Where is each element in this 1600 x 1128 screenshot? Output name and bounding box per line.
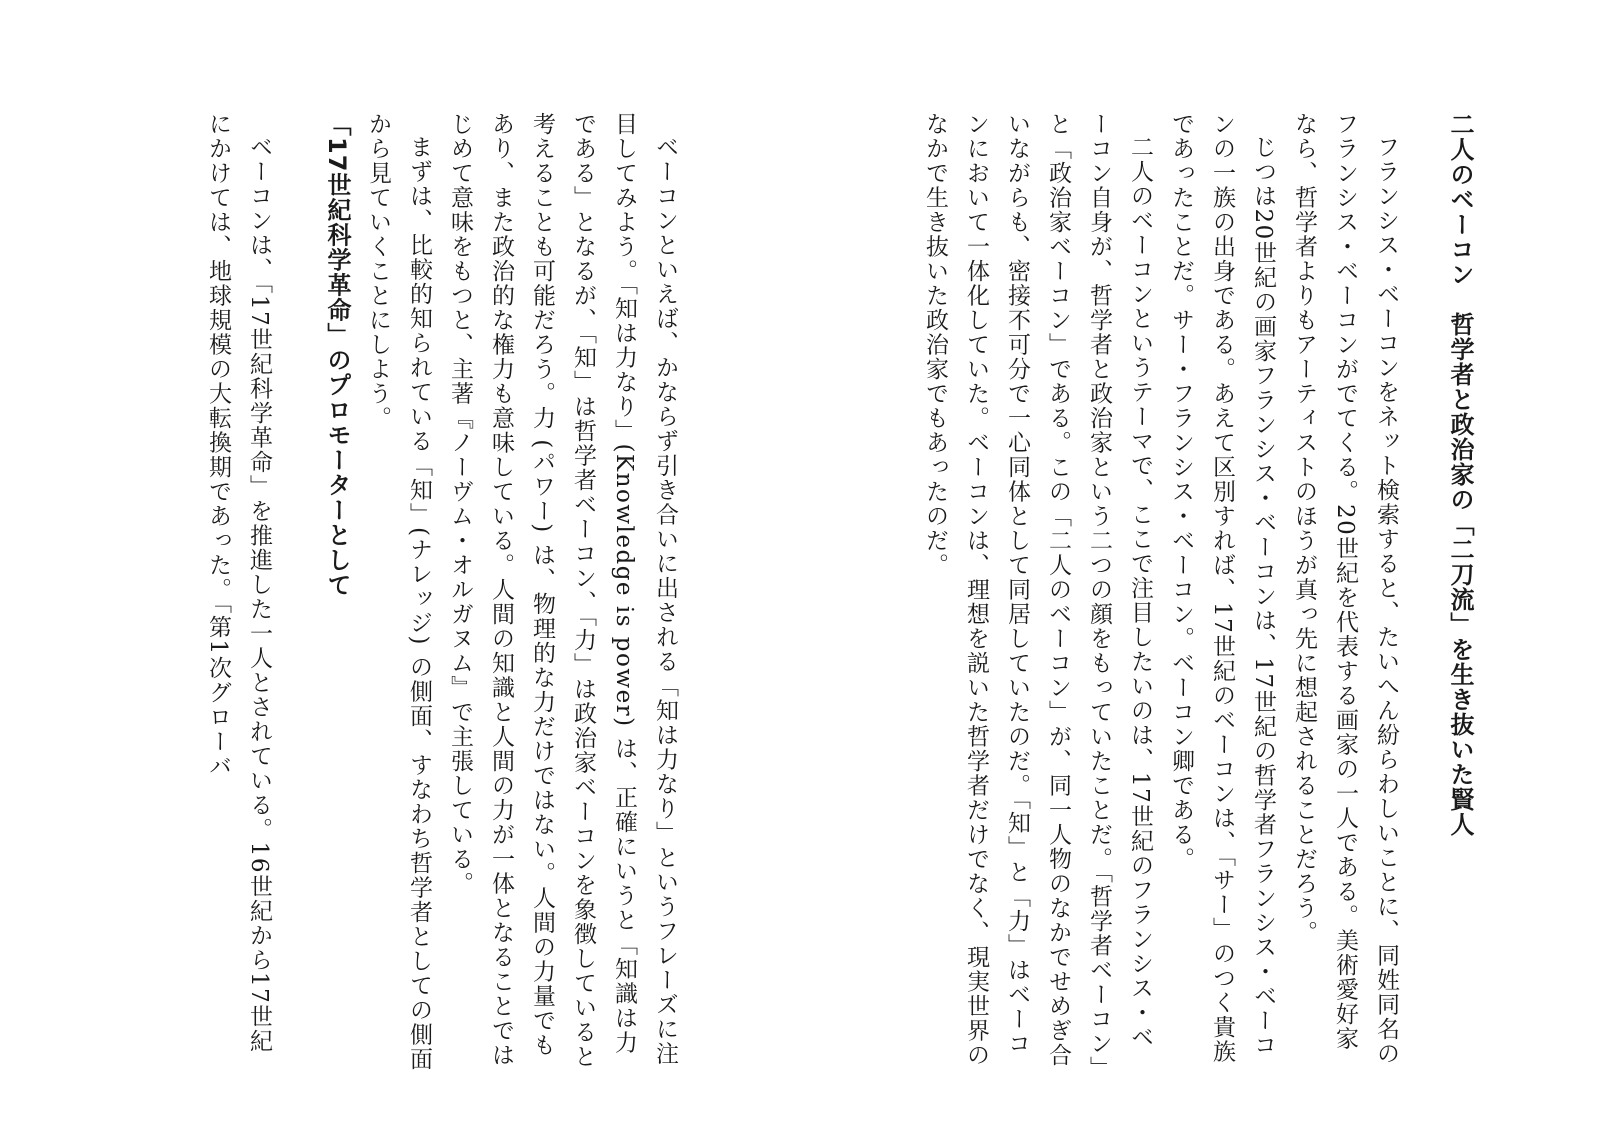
paragraph: ベーコンは、「17世紀科学革命」を推進した一人とされている。16世紀から17世紀にかけては、地球規模の大転換期であった。「第1次グローバ <box>205 112 272 1054</box>
paragraph: フランシス・ベーコンをネット検索すると、たいへん紛らわしいことに、同姓同名のフランシス・ベーコンがでてくる。20世紀を代表する画家の一人である。美術愛好家なら、哲学者よりもアーティストのほうが真っ先に想起されることだろう。 <box>1291 112 1399 1066</box>
chapter-heading: 二人のベーコン 哲学者と政治家の「二刀流」を生き抜いた賢人 <box>1446 112 1474 837</box>
right-page <box>922 112 1480 1072</box>
paragraph: じつは20世紀の画家フランシス・ベーコンは、17世紀の哲学者フランシス・ベーコンの一族の出身である。あえて区別すれば、17世紀のベーコンは、「サー」のつく貴族であったことだ。サー・フランシス・ベーコン。ベーコン卿である。 <box>1168 112 1276 1064</box>
section-heading: 「17世紀科学革命」のプロモーターとして <box>323 112 351 598</box>
paragraph: 二人のベーコンというテーマで、ここで注目したいのは、17世紀のフランシス・ベーコン自身が、哲学者と政治家という二つの顔をもっていたことだ。「哲学者ベーコン」と「政治家ベーコン」である。この「二人のベーコン」が、同一人物のなかでせめぎ合いながらも、密接不可分で一心同体として同居していたのだ。「知」と「力」はベーコンにおいて一体化していた。ベーコンは、理想を説いた哲学者だけでなく、現実世界のなかで生き抜いた政治家でもあったのだ。 <box>922 112 1153 1069</box>
paragraph: ベーコンといえば、かならず引き合いに出される「知は力なり」というフレーズに注目してみよう。「知は力なり」(Knowledge is power) は、正確にいうと「知識は力である」となるが、「知」は哲学者ベーコン、「力」は政治家ベーコンを象徴していると考えることも可能だろう。力 (パワー) は、物理的な力だけではない。人間の力量でもあり、また政治的な権力も意味している。人間の知識と人間の力が一体となることではじめて意味をもつと、主著『ノーヴム・オルガヌム』で主張している。 <box>447 112 678 1069</box>
left-page <box>85 112 685 1072</box>
paragraph: まずは、比較的知られている「知」(ナレッジ) の側面、すなわち哲学者としての側面から見ていくことにしよう。 <box>365 112 432 1072</box>
